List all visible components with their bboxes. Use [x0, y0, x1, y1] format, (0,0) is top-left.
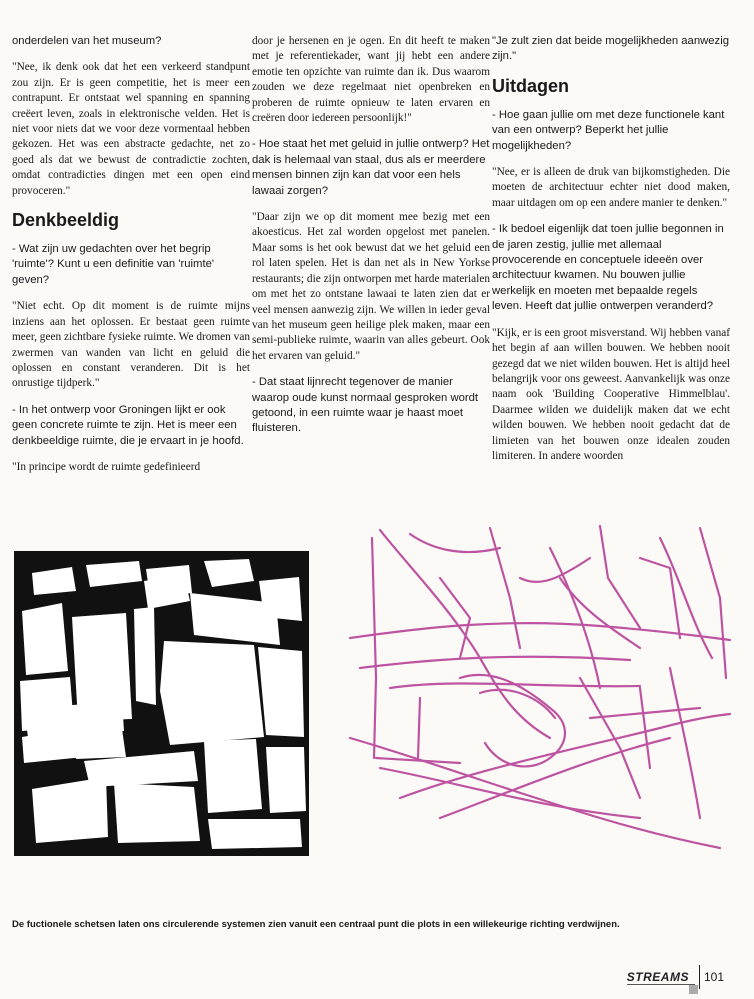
- paragraph: "Je zult zien dat beide mogelijkheden aanwezig zijn.": [492, 35, 730, 63]
- column-2: [252, 34, 490, 448]
- column-1: [12, 34, 250, 486]
- answer: "Daar zijn we op dit moment mee bezig met een akoesticus. Het zal worden opgelost met panelen. Maar soms is het ook bewust dat we het geluid een rol laten spelen. Het is dan net als in New Yorkse restaurants; die zijn ontworpen met harde materialen om met het zo ontstane lawaai te laten zien dat er veel mensen aanwezig zijn. We willen in ieder geval van het museum geen heilige plek maken, maar een semi-publieke ruimte, waarin van alles gebeurt. Ook het ervaren van geluid.": [252, 211, 490, 362]
- question: - Wat zijn uw gedachten over het begrip 'ruimte'? Kunt u een definitie van 'ruimte' geven?: [12, 243, 215, 286]
- question: - Dat staat lijnrecht tegenover de manier waarop oude kunst normaal gesproken wordt getoond, in een ruimte waar je haast moet fluisteren.: [252, 376, 479, 435]
- question: - In het ontwerp voor Groningen lijkt er ook geen concrete ruimte te zijn. Het is meer een denkbeeldige ruimte, die je ervaart in je hoofd.: [12, 403, 244, 447]
- column-3: [492, 34, 730, 475]
- answer: "Nee, er is alleen de druk van bijkomstigheden. Die moeten de architectuur echter niet dood maken, maar uitdagen om op een andere manier te denken.": [492, 166, 730, 209]
- magazine-logo: STREAMS: [627, 970, 695, 985]
- answer: "Kijk, er is een groot misverstand. Wij hebben vanaf het begin af aan willen bouwen. We hebben nooit gezegd dat we niet wilden bouwen. Het is altijd heel belangrijk voor ons geweest. Aanvankelijk was onze naam ook 'Building Cooperative Himmelblau'. Daarmee wilden we duidelijk maken dat we echt wilden bouwen. We hebben nooit gedacht dat de limieten van het bouwen onze idealen zouden limiteren. In andere woorden: [492, 326, 730, 462]
- question: - Ik bedoel eigenlijk dat toen jullie begonnen in de jaren zestig, jullie met allemaal provocerende en conceptuele ideeën over architectuur kwamen. Nu bouwen jullie werkelijk en moeten met bepaalde regels leven. Heeft dat jullie ontwerpen veranderd?: [492, 223, 724, 313]
- sketch-scribble-image: [340, 518, 738, 856]
- footer-divider: [699, 965, 700, 989]
- paragraph: "Nee, ik denk ook dat het een verkeerd standpunt zou zijn. Er is geen competitie, het is meer een contrapunt. Er ontstaat wel spanning en spanning creëert leven, zoals in elektronische velden. Het is niet voor niets dat we voor deze vormentaal hebben gekozen. Het was een abstracte gedachte, net zo goed als dat we bewust de contradictie zochten, omdat contradicties dingen met een open eind provoceren.": [12, 61, 250, 197]
- figure-caption: De fuctionele schetsen laten ons circulerende systemen zien vanuit een centraal punt die plots in een willekeurige richting verdwijnen.: [12, 919, 620, 930]
- page-footer: [627, 963, 724, 991]
- answer: "Niet echt. Op dit moment is de ruimte mijns inziens aan het oplossen. Er bestaat geen ruimte meer, geen zichtbare fysieke ruimte. We dromen van zwermen van wanden van licht en geluid die oplossen en constant veranderen. Dit is het onrustige tijdperk.": [12, 300, 250, 390]
- page-number: 101: [703, 970, 724, 984]
- question: - Hoe gaan jullie om met deze functionele kant van een ontwerp? Beperkt het jullie mogelijkheden?: [492, 108, 725, 152]
- section-heading-uitdagen: Uitdagen: [492, 75, 570, 96]
- paragraph: door je hersenen en je ogen. En dit heeft te maken met je referentiekader, want jij hebt een andere emotie ten opzichte van ruimte dan ik. Dus waarom zouden we deze regelmaat niet openbreken en proberen de ruimte opnieuw te laten ervaren en creëren door iedereen persoonlijk!": [252, 35, 490, 125]
- question: - Hoe staat het met geluid in jullie ontwerp? Het dak is helemaal van staal, dus als er meerdere mensen binnen zijn kan dat voor een hels lawaai zorgen?: [252, 138, 490, 197]
- paragraph: onderdelen van het museum?: [12, 35, 162, 47]
- section-heading-denkbeeldig: Denkbeeldig: [12, 210, 120, 231]
- decorative-square: [689, 985, 698, 994]
- fragment-collage-image: [14, 551, 309, 856]
- answer: "In principe wordt de ruimte gedefinieerd: [12, 460, 201, 473]
